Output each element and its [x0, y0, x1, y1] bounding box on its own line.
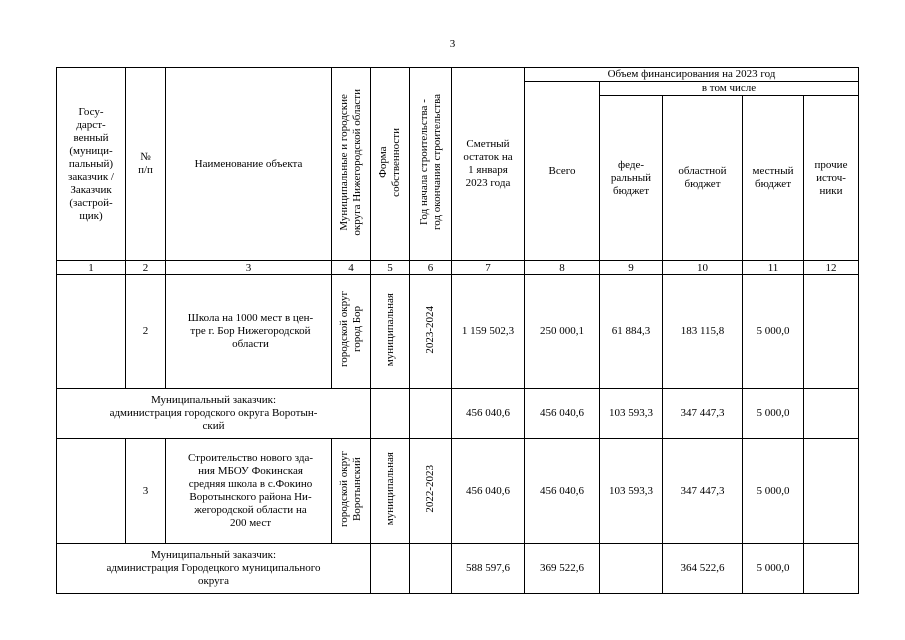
cell-num: 2 — [126, 275, 166, 389]
header-municipal: Муниципальные и городские округа Нижегородской области — [332, 68, 371, 261]
column-number: 8 — [525, 261, 600, 275]
cell-total: 456 040,6 — [525, 389, 600, 439]
cell-municipal: городской округ город Бор — [332, 275, 371, 389]
header-federal: феде- ральный бюджет — [600, 96, 663, 261]
cell-years: 2023-2024 — [410, 275, 452, 389]
cell-estimate: 456 040,6 — [452, 389, 525, 439]
cell-customer — [57, 275, 126, 389]
cell-municipal: городской округ Воротынский — [332, 439, 371, 544]
cell-customer — [57, 439, 126, 544]
page-number: 3 — [449, 38, 456, 50]
column-number: 7 — [452, 261, 525, 275]
table-row-object — [57, 439, 859, 544]
cell-years: 2022-2023 — [410, 439, 452, 544]
cell-estimate: 1 159 502,3 — [452, 275, 525, 389]
cell-regional: 364 522,6 — [663, 544, 743, 594]
column-number: 2 — [126, 261, 166, 275]
cell-regional: 183 115,8 — [663, 275, 743, 389]
cell-federal — [600, 544, 663, 594]
cell-total: 250 000,1 — [525, 275, 600, 389]
cell-other — [804, 389, 859, 439]
column-number: 3 — [166, 261, 332, 275]
column-number: 9 — [600, 261, 663, 275]
header-num: № п/п — [126, 68, 166, 261]
header-local: местный бюджет — [743, 96, 804, 261]
header-estimate: Сметный остаток на 1 января 2023 года — [452, 68, 525, 261]
column-number: 11 — [743, 261, 804, 275]
cell-ownership: муниципальная — [371, 439, 410, 544]
table-row-customer — [57, 544, 859, 594]
column-numbers-row — [57, 261, 859, 275]
cell-object-name: Школа на 1000 мест в цен- тре г. Бор Нижегородской области — [166, 275, 332, 389]
cell-ownership: муниципальная — [371, 275, 410, 389]
financing-table — [56, 67, 859, 594]
cell-local: 5 000,0 — [743, 275, 804, 389]
cell-customer-label: Муниципальный заказчик: администрация Городецкого муниципального округа — [57, 544, 371, 594]
header-funding-title: Объем финансирования на 2023 год — [525, 68, 859, 82]
cell-empty — [371, 389, 410, 439]
cell-regional: 347 447,3 — [663, 439, 743, 544]
column-number: 5 — [371, 261, 410, 275]
header-including: в том числе — [600, 82, 859, 96]
cell-empty — [410, 544, 452, 594]
cell-estimate: 456 040,6 — [452, 439, 525, 544]
table-row-customer — [57, 389, 859, 439]
header-total: Всего — [525, 82, 600, 261]
header-customer: Госу- дарст- венный (муници- пальный) заказчик / Заказчик (застрой- щик) — [57, 68, 126, 261]
cell-other — [804, 439, 859, 544]
cell-federal: 61 884,3 — [600, 275, 663, 389]
cell-other — [804, 544, 859, 594]
header-years: Год начала строительства - год окончания строительства — [410, 68, 452, 261]
header-object-name: Наименование объекта — [166, 68, 332, 261]
cell-other — [804, 275, 859, 389]
cell-num: 3 — [126, 439, 166, 544]
cell-total: 456 040,6 — [525, 439, 600, 544]
column-number: 1 — [57, 261, 126, 275]
cell-federal: 103 593,3 — [600, 439, 663, 544]
column-number: 4 — [332, 261, 371, 275]
header-other: прочие источ- ники — [804, 96, 859, 261]
cell-customer-label: Муниципальный заказчик: администрация городского округа Воротын- ский — [57, 389, 371, 439]
header-ownership: Форма собственности — [371, 68, 410, 261]
cell-total: 369 522,6 — [525, 544, 600, 594]
header-regional: областной бюджет — [663, 96, 743, 261]
cell-local: 5 000,0 — [743, 439, 804, 544]
cell-empty — [410, 389, 452, 439]
column-number: 6 — [410, 261, 452, 275]
table-row-object — [57, 275, 859, 389]
cell-empty — [371, 544, 410, 594]
cell-estimate: 588 597,6 — [452, 544, 525, 594]
cell-object-name: Строительство нового зда- ния МБОУ Фокинская средняя школа в с.Фокино Воротынского района Ни- жегородской области на 200 мест — [166, 439, 332, 544]
cell-federal: 103 593,3 — [600, 389, 663, 439]
column-number: 12 — [804, 261, 859, 275]
cell-local: 5 000,0 — [743, 544, 804, 594]
column-number: 10 — [663, 261, 743, 275]
cell-regional: 347 447,3 — [663, 389, 743, 439]
cell-local: 5 000,0 — [743, 389, 804, 439]
